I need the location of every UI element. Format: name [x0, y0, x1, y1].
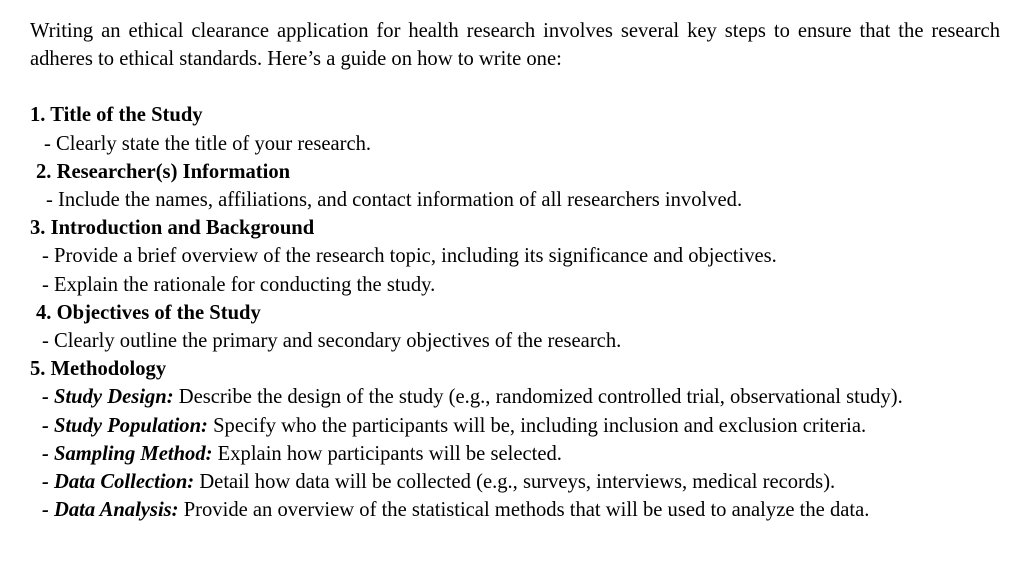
section-heading-title: 1. Title of the Study — [30, 104, 203, 127]
method-item-study-design — [30, 383, 1000, 411]
bullet-researcher-info: - Include the names, affiliations, and contact information of all researchers involved. — [46, 189, 743, 212]
bullet-overview: - Provide a brief overview of the research topic, including its significance and objectives. — [42, 245, 777, 268]
method-text: Specify who the participants will be, including inclusion and exclusion criteria. — [213, 414, 867, 437]
paragraph-spacer — [30, 73, 1000, 101]
method-item-data-analysis — [30, 496, 1000, 524]
method-label: - Sampling Method: — [42, 442, 213, 465]
intro-paragraph: Writing an ethical clearance application for health research involves several key steps to ensure that the research adheres to ethical standards. Here’s a guide on how to write one: — [30, 20, 1000, 71]
method-text: Describe the design of the study (e.g., randomized controlled trial, observational study). — [178, 386, 903, 409]
method-text: Explain how participants will be selected. — [217, 442, 562, 465]
method-label: - Study Design: — [42, 386, 174, 409]
method-text: Provide an overview of the statistical methods that will be used to analyze the data. — [183, 499, 870, 522]
method-label: - Study Population: — [42, 414, 208, 437]
section-heading-objectives: 4. Objectives of the Study — [36, 301, 261, 324]
section-heading-introduction: 3. Introduction and Background — [30, 217, 315, 240]
method-item-study-population — [30, 412, 1000, 440]
section-heading-researchers: 2. Researcher(s) Information — [36, 160, 291, 183]
bullet-objectives: - Clearly outline the primary and secondary objectives of the research. — [42, 330, 622, 353]
method-label: - Data Analysis: — [42, 499, 179, 522]
method-item-sampling-method — [30, 440, 1000, 468]
method-text: Detail how data will be collected (e.g., surveys, interviews, medical records). — [199, 471, 836, 494]
method-item-data-collection — [30, 468, 1000, 496]
method-label: - Data Collection: — [42, 471, 195, 494]
document-body — [30, 17, 1000, 524]
bullet-rationale: - Explain the rationale for conducting the study. — [42, 273, 436, 296]
section-heading-methodology: 5. Methodology — [30, 358, 167, 381]
bullet-title-of-study: - Clearly state the title of your research. — [44, 132, 372, 155]
